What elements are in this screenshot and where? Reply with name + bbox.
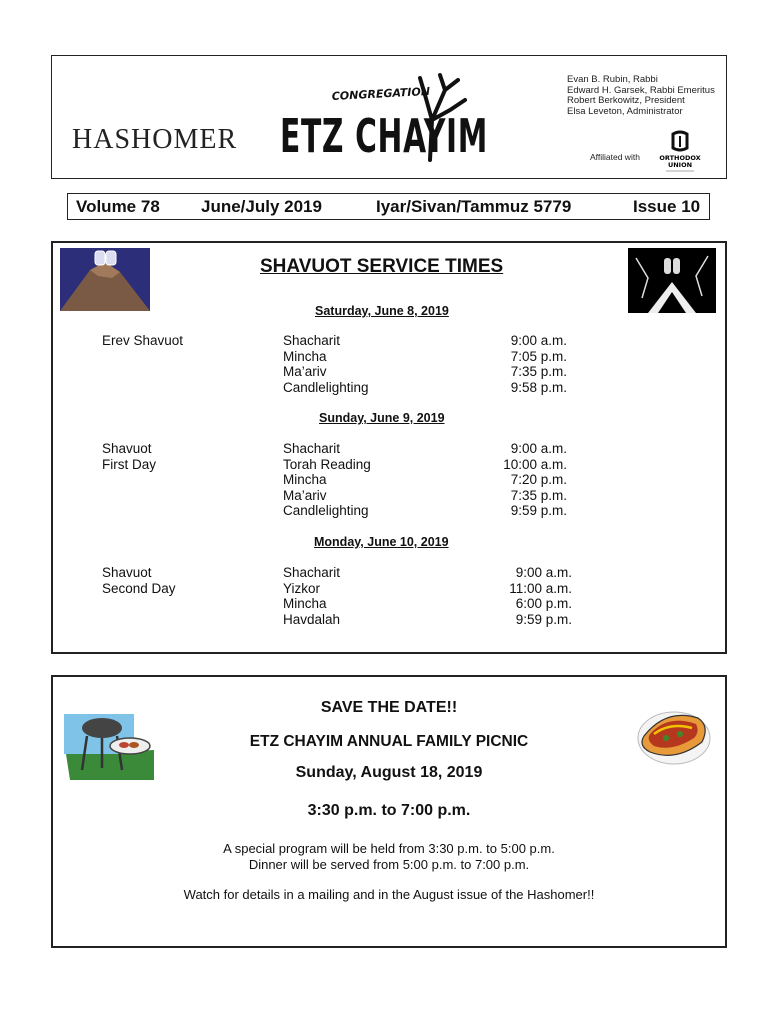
mount-sinai-icon [60, 248, 150, 311]
newsletter-title: HASHOMER [72, 124, 238, 155]
day-label: Shavuot First Day [102, 441, 156, 472]
staff-rabbi: Evan B. Rubin, Rabbi [567, 74, 658, 85]
service-time: 7:20 p.m. [510, 472, 567, 487]
service-time: 10:00 a.m. [503, 456, 567, 472]
service-time: 9:59 p.m. [515, 611, 572, 627]
service-name: Ma’ariv [283, 364, 327, 379]
etz-chayim-logo [280, 70, 495, 165]
service-time: 9:00 a.m. [510, 441, 567, 456]
picnic-date: Sunday, August 18, 2019 [295, 764, 483, 781]
service-name: Shacharit [283, 441, 341, 456]
volume-bar [67, 193, 710, 220]
hebrew-date: Iyar/Sivan/Tammuz 5779 [376, 197, 572, 216]
shavuot-title: SHAVUOT SERVICE TIMES [260, 256, 504, 277]
time-list [480, 565, 572, 627]
issue-month: June/July 2019 [201, 197, 322, 216]
day-label: Shavuot Second Day [102, 565, 176, 596]
save-the-date-heading: SAVE THE DATE!! [320, 699, 458, 716]
picnic-details-line: Watch for details in a mailing and in the August issue of the Hashomer!! [183, 887, 595, 902]
service-time: 11:00 a.m. [509, 580, 572, 596]
service-name: Mincha [283, 472, 327, 487]
service-name: Ma’ariv [283, 487, 327, 503]
day-heading: Monday, June 10, 2019 [314, 535, 449, 549]
staff-rabbi-emeritus: Edward H. Garsek, Rabbi Emeritus [567, 84, 715, 96]
svg-text:ORTHODOX: ORTHODOX [659, 154, 701, 162]
service-name: Shacharit [283, 565, 341, 580]
service-name: Shacharit [283, 333, 341, 348]
staff-administrator: Elsa Leveton, Administrator [567, 105, 683, 117]
staff-list [567, 75, 715, 117]
service-time: 7:35 p.m. [510, 364, 567, 379]
time-list [480, 333, 567, 395]
service-list [283, 565, 340, 627]
service-time: 9:00 a.m. [510, 333, 567, 348]
service-time: 6:00 p.m. [515, 596, 572, 611]
service-time: 7:35 p.m. [510, 487, 567, 503]
service-name: Mincha [283, 348, 327, 364]
orthodox-union-logo [660, 130, 700, 174]
logo-congregation: CONGREGATION [331, 84, 431, 103]
service-name: Yizkor [283, 580, 321, 596]
picnic-program-line: A special program will be held from 3:30 p.m. to 5:00 p.m. [223, 841, 555, 856]
service-list [283, 333, 369, 395]
service-time: 9:58 p.m. [510, 379, 567, 395]
service-name: Torah Reading [283, 456, 371, 472]
picnic-dinner-line: Dinner will be served from 5:00 p.m. to 7:00 p.m. [248, 857, 530, 872]
service-time: 7:05 p.m. [510, 348, 567, 364]
service-name: Candlelighting [283, 379, 369, 395]
service-name: Mincha [283, 596, 327, 611]
day-label: Erev Shavuot [102, 333, 184, 348]
picnic-event-title: ETZ CHAYIM ANNUAL FAMILY PICNIC [249, 733, 529, 750]
service-time: 9:59 p.m. [510, 503, 567, 518]
picnic-time: 3:30 p.m. to 7:00 p.m. [307, 802, 471, 819]
day-heading: Sunday, June 9, 2019 [319, 411, 445, 425]
volume-number: Volume 78 [76, 197, 160, 216]
service-time: 9:00 a.m. [515, 565, 572, 580]
staff-president: Robert Berkowitz, President [567, 95, 685, 106]
day-heading: Saturday, June 8, 2019 [315, 304, 449, 318]
issue-number: Issue 10 [633, 197, 701, 216]
logo-name: ETZ CHAYIM [280, 109, 488, 163]
affiliated-label: Affiliated with [590, 152, 640, 162]
service-list [283, 441, 371, 519]
service-name: Candlelighting [283, 503, 369, 518]
service-name: Havdalah [283, 611, 341, 627]
time-list [480, 441, 567, 519]
svg-text:UNION: UNION [667, 161, 693, 169]
tablets-mountain-icon [628, 248, 716, 313]
